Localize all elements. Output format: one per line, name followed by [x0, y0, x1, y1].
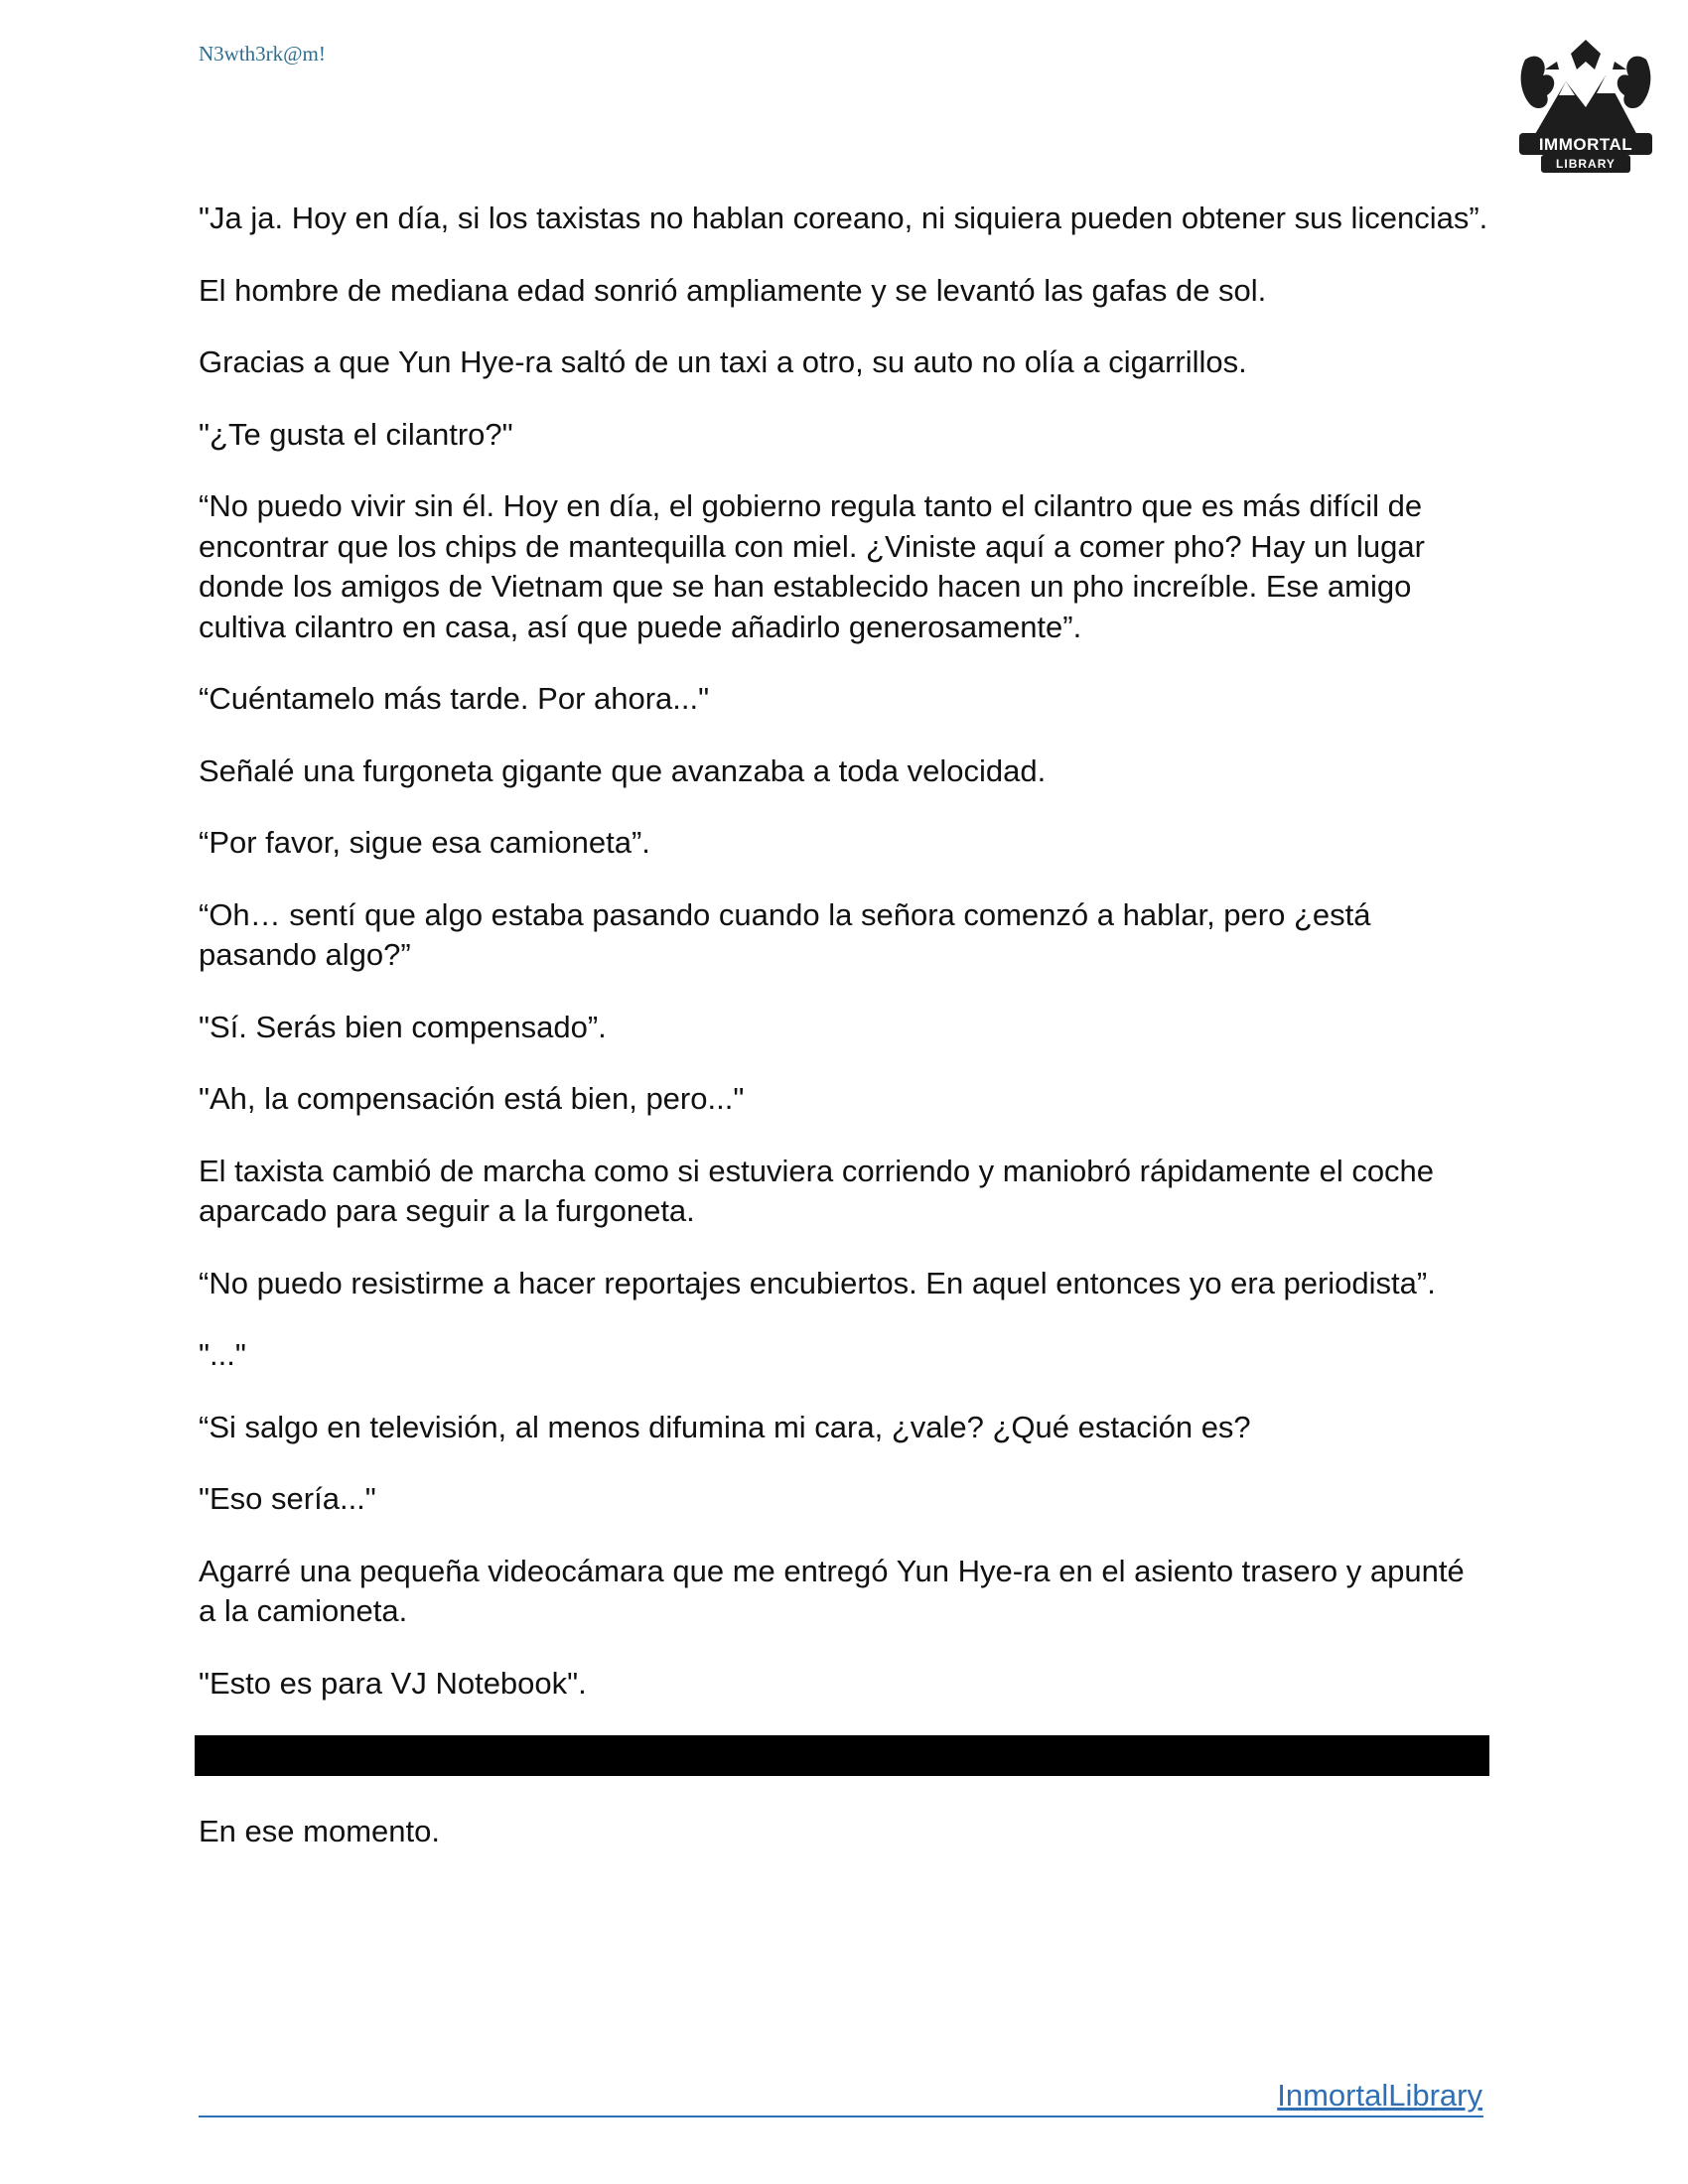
- paragraph: Agarré una pequeña videocámara que me entregó Yun Hye-ra en el asiento trasero y apunté a la camioneta.: [199, 1553, 1465, 1628]
- paragraph: El taxista cambió de marcha como si estuviera corriendo y maniobró rápidamente el coche aparcado para seguir a la furgoneta.: [199, 1153, 1435, 1228]
- paragraph: “No puedo resistirme a hacer reportajes encubiertos. En aquel entonces yo era periodista”.: [199, 1265, 1436, 1300]
- paragraph: "¿Te gusta el cilantro?": [199, 416, 513, 452]
- logo-text-bottom: LIBRARY: [1556, 157, 1616, 171]
- paragraph: “Cuéntamelo más tarde. Por ahora...": [199, 681, 710, 716]
- paragraph: En ese momento.: [199, 1814, 440, 1848]
- paragraph: "Sí. Serás bien compensado”.: [199, 1009, 607, 1044]
- paragraph: "Esto es para VJ Notebook".: [199, 1665, 587, 1701]
- paragraph: "Eso sería...": [199, 1481, 376, 1516]
- logo-text-top: IMMORTAL: [1538, 135, 1633, 154]
- immortal-library-logo: [1511, 30, 1660, 179]
- story-text: [199, 199, 1489, 1884]
- footer-divider: [199, 2116, 1483, 2117]
- footer-link[interactable]: InmortalLibrary: [1277, 2078, 1482, 2113]
- paragraph: “Oh… sentí que algo estaba pasando cuando la señora comenzó a hablar, pero ¿está pasando algo?”: [199, 896, 1371, 972]
- paragraph: "...": [199, 1337, 246, 1372]
- paragraph: “No puedo vivir sin él. Hoy en día, el gobierno regula tanto el cilantro que es más difícil de encontrar que los chips de mantequilla con miel. ¿Viniste aquí a comer pho? Hay un lugar donde los amigos de Vietnam que se han establecido hacen un pho increíble. Ese amigo cultiva cilantro en casa, así que puede añadirlo generosamente”.: [199, 488, 1425, 644]
- paragraph: El hombre de mediana edad sonrió ampliamente y se levantó las gafas de sol.: [199, 272, 1267, 308]
- paragraph: Gracias a que Yun Hye-ra saltó de un taxi a otro, su auto no olía a cigarrillos.: [199, 344, 1247, 379]
- paragraph: Señalé una furgoneta gigante que avanzaba a toda velocidad.: [199, 752, 1047, 788]
- paragraph: “Por favor, sigue esa camioneta”.: [199, 825, 650, 860]
- paragraph: "Ah, la compensación está bien, pero...": [199, 1081, 745, 1116]
- scene-break-bar: [195, 1735, 1489, 1776]
- paragraph: “Si salgo en televisión, al menos difumina mi cara, ¿vale? ¿Qué estación es?: [199, 1409, 1251, 1444]
- paragraph: "Ja ja. Hoy en día, si los taxistas no hablan coreano, ni siquiera pueden obtener sus licencias”.: [199, 201, 1488, 235]
- header-credit: N3wth3rk@m!: [199, 42, 326, 66]
